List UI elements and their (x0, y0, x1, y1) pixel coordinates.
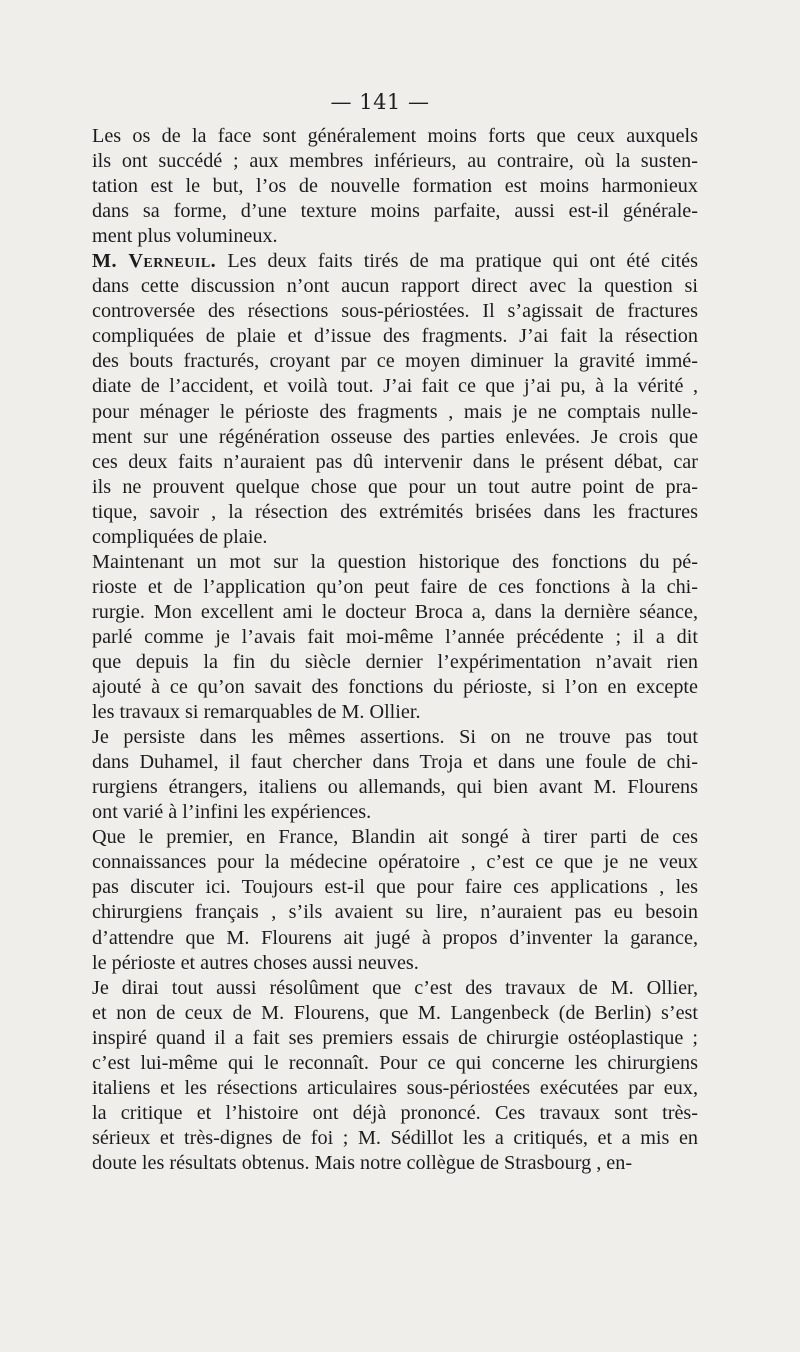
text-line: ils ont succédé ; aux membres inférieurs, au contraire, où la susten- (92, 150, 698, 173)
text-line: compliquées de plaie. (92, 525, 268, 548)
text-line: Maintenant un mot sur la question historique des fonctions du pé- (92, 550, 698, 573)
paragraph (92, 725, 698, 825)
text-line: dans cette discussion n’ont aucun rapport direct avec la question si (92, 275, 698, 298)
speaker-name: M. Verneuil. (92, 250, 217, 273)
paragraph (92, 124, 698, 249)
text-line: inspiré quand il a fait ses premiers essais de chirurgie ostéoplastique ; (92, 1026, 698, 1049)
text-line: tation est le but, l’os de nouvelle formation est moins harmonieux (92, 175, 698, 198)
text-line: le périoste et autres choses aussi neuves. (92, 951, 419, 974)
text-line: ces deux faits n’auraient pas dû intervenir dans le présent débat, car (92, 450, 698, 473)
speaker-text: Les deux faits tirés de ma pratique qui ont été cités (216, 250, 698, 273)
text-line: les travaux si remarquables de M. Ollier. (92, 701, 421, 724)
paragraph (92, 249, 698, 550)
text-line: tique, savoir , la résection des extrémités brisées dans les fractures (92, 500, 698, 523)
paragraph (92, 976, 698, 1176)
text-line: pas discuter ici. Toujours est-il que pour faire ces applications , les (92, 876, 698, 899)
text-line: ils ne prouvent quelque chose que pour un tout autre point de pra- (92, 475, 698, 498)
text-line: italiens et les résections articulaires sous-périostées exécutées par eux, (92, 1076, 698, 1099)
text-line: sérieux et très-dignes de foi ; M. Sédillot les a critiqués, et a mis en (92, 1126, 698, 1149)
text-line: d’attendre que M. Flourens ait jugé à propos d’inventer la garance, (92, 926, 698, 949)
text-line: rurgie. Mon excellent ami le docteur Broca a, dans la dernière séance, (92, 600, 698, 623)
paragraph (92, 550, 698, 725)
text-line: Que le premier, en France, Blandin ait songé à tirer parti de ces (92, 826, 698, 849)
text-line: Les os de la face sont généralement moins forts que ceux auxquels (92, 125, 698, 147)
page-body (92, 124, 698, 1176)
text-line (92, 249, 698, 274)
text-line: ment plus volumineux. (92, 225, 278, 248)
text-line: controversée des résections sous-périostées. Il s’agissait de fractures (92, 300, 698, 323)
text-line: dans sa forme, d’une texture moins parfaite, aussi est-il générale- (92, 200, 698, 223)
text-line: rurgiens étrangers, italiens ou allemands, qui bien avant M. Flourens (92, 776, 698, 799)
text-line: doute les résultats obtenus. Mais notre collègue de Strasbourg , en- (92, 1151, 633, 1174)
text-line: et non de ceux de M. Flourens, que M. Langenbeck (de Berlin) s’est (92, 1001, 698, 1024)
text-line: compliquées de plaie et d’issue des fragments. J’ai fait la résection (92, 325, 698, 348)
text-line: des bouts fracturés, croyant par ce moyen diminuer la gravité immé- (92, 350, 698, 373)
text-line: Je persiste dans les mêmes assertions. Si on ne trouve pas tout (92, 726, 698, 749)
text-line: que depuis la fin du siècle dernier l’expérimentation n’avait rien (92, 650, 698, 673)
page-number: — 141 — (330, 90, 430, 114)
text-line: diate de l’accident, et voilà tout. J’ai fait ce que j’ai pu, à la vérité , (92, 375, 698, 398)
text-line: c’est lui-même qui le reconnaît. Pour ce qui concerne les chirurgiens (92, 1051, 698, 1074)
text-line: chirurgiens français , s’ils avaient su lire, n’auraient pas eu besoin (92, 901, 698, 924)
text-line: ment sur une régénération osseuse des parties enlevées. Je crois que (92, 425, 698, 448)
text-line: Je dirai tout aussi résolûment que c’est des travaux de M. Ollier, (92, 976, 698, 999)
text-line: connaissances pour la médecine opératoire , c’est ce que je ne veux (92, 851, 698, 874)
text-line: ajouté à ce qu’on savait des fonctions du périoste, si l’on en excepte (92, 676, 698, 699)
paragraph (92, 825, 698, 975)
text-line: dans Duhamel, il faut chercher dans Troja et dans une foule de chi- (92, 751, 698, 774)
text-line: rioste et de l’application qu’on peut faire de ces fonctions à la chi- (92, 575, 698, 598)
text-line: pour ménager le périoste des fragments , mais je ne comptais nulle- (92, 400, 698, 423)
text-line: la critique et l’histoire ont déjà prononcé. Ces travaux sont très- (92, 1101, 698, 1124)
text-line: parlé comme je l’avais fait moi-même l’année précédente ; il a dit (92, 625, 698, 648)
text-line: ont varié à l’infini les expériences. (92, 801, 372, 824)
